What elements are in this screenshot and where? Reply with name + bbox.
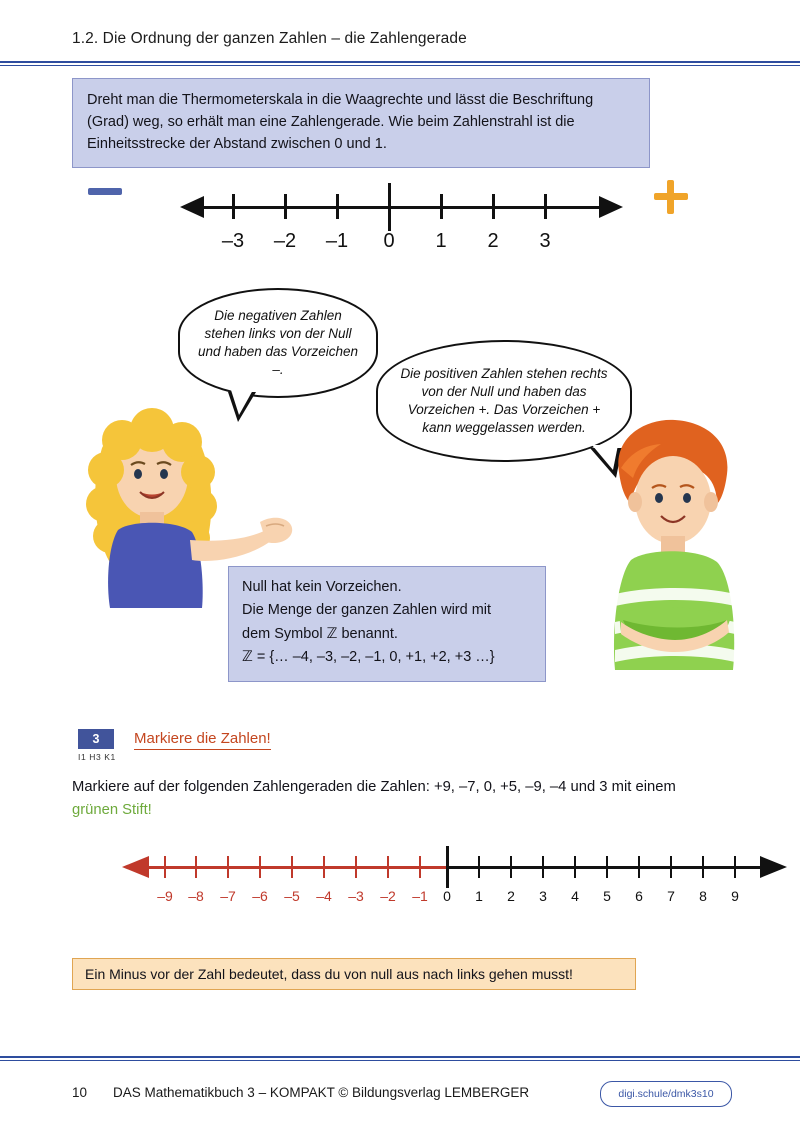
axis-label: –4	[316, 888, 332, 904]
tick-mark	[492, 194, 495, 219]
axis-label: 5	[603, 888, 611, 904]
number-line-task	[60, 840, 760, 930]
axis-label: –3	[348, 888, 364, 904]
digital-link-badge[interactable]: digi.schule/dmk3s10	[600, 1081, 732, 1107]
axis-label: 1	[435, 230, 447, 252]
footer-text: DAS Mathematikbuch 3 – KOMPAKT © Bildungsverlag LEMBERGER	[113, 1085, 530, 1100]
tick-mark	[478, 856, 480, 878]
axis-label: –5	[284, 888, 300, 904]
axis-label: –9	[157, 888, 173, 904]
tick-mark	[284, 194, 287, 219]
z-definition-box	[228, 566, 546, 682]
tick-mark	[544, 194, 547, 219]
axis-label: 2	[507, 888, 515, 904]
header-divider-thin	[0, 65, 800, 66]
tick-mark	[734, 856, 736, 878]
tick-mark	[702, 856, 704, 878]
z-box-line-3: dem Symbol ℤ benannt.	[242, 625, 398, 642]
tick-mark	[227, 856, 229, 878]
tick-mark-zero	[388, 183, 391, 231]
intro-text-box: Dreht man die Thermometerskala in die Waagrechte und lässt die Beschriftung (Grad) weg, so erhält man eine Zahlengerade. Wie beim Zahlenstrahl ist die Einheitsstrecke der Abstand zwischen 0 und 1.	[72, 78, 650, 168]
tick-mark	[542, 856, 544, 878]
z-box-line-4: ℤ = {… –4, –3, –2, –1, 0, +1, +2, +3 …}	[242, 649, 495, 666]
arrow-right-icon	[760, 856, 787, 878]
footer-divider	[0, 1056, 800, 1058]
axis-line	[202, 206, 602, 209]
tick-mark	[164, 856, 166, 878]
tick-mark	[291, 856, 293, 878]
speech-bubble-boy: Die positiven Zahlen stehen rechts von der Null und haben das Vorzeichen +. Das Vorzeichen + kann weggelassen werden.	[376, 340, 632, 462]
axis-line-positive	[446, 866, 762, 869]
header-divider	[0, 61, 800, 63]
tick-mark	[419, 856, 421, 878]
axis-label: 8	[699, 888, 707, 904]
tick-mark	[510, 856, 512, 878]
axis-label: 3	[539, 230, 551, 252]
arrow-right-icon	[599, 196, 623, 218]
axis-label: 1	[475, 888, 483, 904]
tick-mark	[323, 856, 325, 878]
z-box-line-2: Die Menge der ganzen Zahlen wird mit	[242, 602, 492, 619]
axis-label: 9	[731, 888, 739, 904]
page-title: 1.2. Die Ordnung der ganzen Zahlen – die Zahlengerade	[72, 30, 467, 47]
task-instruction-highlight: grünen Stift!	[72, 801, 152, 818]
axis-label: –1	[412, 888, 428, 904]
tick-mark	[606, 856, 608, 878]
tick-mark	[232, 194, 235, 219]
tick-mark	[638, 856, 640, 878]
axis-label: 2	[487, 230, 499, 252]
axis-label: 0	[383, 230, 395, 252]
tick-mark	[355, 856, 357, 878]
number-line-primary	[72, 172, 712, 282]
tick-mark	[387, 856, 389, 878]
axis-label: –1	[325, 230, 349, 252]
task-instruction-part1: Markiere auf der folgenden Zahlengeraden die Zahlen: +9, –7, 0, +5, –9, –4 und 3 mit einem	[72, 779, 676, 795]
minus-icon	[88, 188, 122, 195]
arrow-left-icon	[122, 856, 149, 878]
tick-mark	[259, 856, 261, 878]
axis-label: 4	[571, 888, 579, 904]
page-number: 10	[72, 1085, 88, 1100]
axis-label: –2	[273, 230, 297, 252]
axis-line-negative	[148, 866, 446, 869]
z-box-line-1: Null hat kein Vorzeichen.	[242, 579, 402, 595]
speech-bubble-girl: Die negativen Zahlen stehen links von der Null und haben das Vorzeichen –.	[178, 288, 378, 398]
task-title: Markiere die Zahlen!	[134, 730, 271, 750]
arrow-left-icon	[180, 196, 204, 218]
axis-label: –8	[188, 888, 204, 904]
tick-mark	[336, 194, 339, 219]
axis-label: –6	[252, 888, 268, 904]
task-instruction	[72, 776, 712, 822]
task-competency-code: I1 H3 K1	[78, 752, 116, 762]
axis-label: –2	[380, 888, 396, 904]
boy-illustration	[575, 408, 775, 708]
tick-mark	[670, 856, 672, 878]
axis-label: –3	[221, 230, 245, 252]
footer-divider-thin	[0, 1060, 800, 1061]
axis-label: 6	[635, 888, 643, 904]
tick-mark	[440, 194, 443, 219]
tick-mark	[195, 856, 197, 878]
tick-mark	[574, 856, 576, 878]
axis-label: 0	[443, 888, 451, 904]
tip-box: Ein Minus vor der Zahl bedeutet, dass du von null aus nach links gehen musst!	[72, 958, 636, 990]
axis-label: 3	[539, 888, 547, 904]
tick-mark-zero	[446, 846, 449, 888]
axis-label: 7	[667, 888, 675, 904]
plus-icon	[654, 180, 688, 214]
axis-label: –7	[220, 888, 236, 904]
task-number-badge: 3	[78, 729, 114, 749]
